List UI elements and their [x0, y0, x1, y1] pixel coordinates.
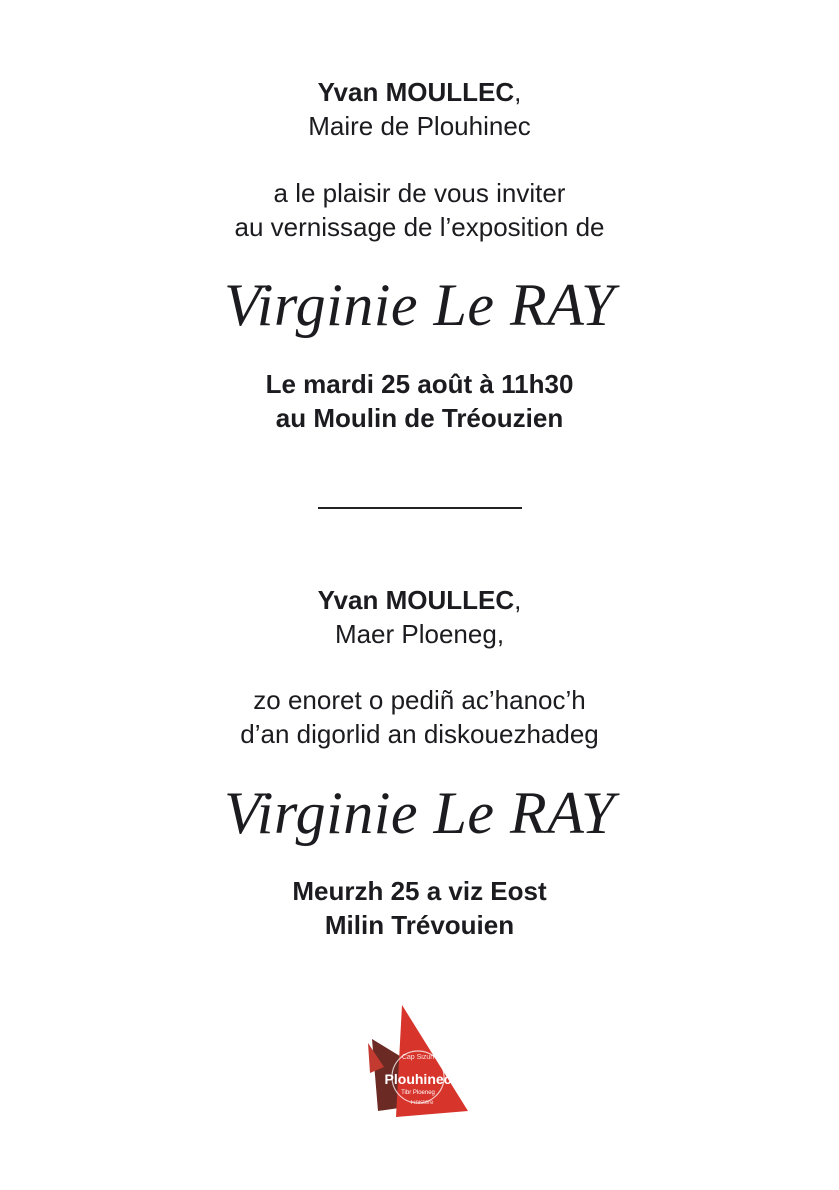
breton-artist-name: Virginie Le RAY	[224, 780, 615, 846]
breton-invite-line1: zo enoret o pediñ ac’hanoc’h	[253, 685, 586, 715]
section-divider	[318, 507, 522, 509]
breton-date-line: Meurzh 25 a viz Eost	[292, 876, 547, 906]
breton-host-line	[0, 583, 839, 617]
french-place-line: au Moulin de Tréouzien	[275, 403, 564, 433]
french-invite-line2: au vernissage de l’exposition de	[234, 212, 605, 242]
breton-host-comma: ,	[514, 585, 522, 615]
french-date-line: Le mardi 25 août à 11h30	[265, 369, 574, 399]
breton-host-name: Yvan MOULLEC	[317, 585, 515, 615]
breton-invite-line2: d’an digorlid an diskouezhadeg	[240, 719, 599, 749]
breton-host-title: Maer Ploeneg,	[334, 619, 505, 649]
french-host-line	[0, 75, 839, 109]
plouhinec-logo	[366, 1003, 472, 1119]
french-host-comma: ,	[514, 77, 522, 107]
french-host-title: Maire de Plouhinec	[308, 111, 531, 141]
french-host-name: Yvan MOULLEC	[317, 77, 515, 107]
logo-arc-bottom: Finistère	[410, 1100, 434, 1106]
french-artist-name: Virginie Le RAY	[224, 272, 615, 338]
french-invite-line1: a le plaisir de vous inviter	[273, 178, 566, 208]
logo-name: Plouhinec	[384, 1071, 452, 1087]
logo-arc-top: Cap Sizun	[401, 1054, 435, 1061]
breton-place-line: Milin Trévouien	[324, 910, 515, 940]
logo-subtitle: Tibr Ploeneg	[401, 1090, 435, 1096]
